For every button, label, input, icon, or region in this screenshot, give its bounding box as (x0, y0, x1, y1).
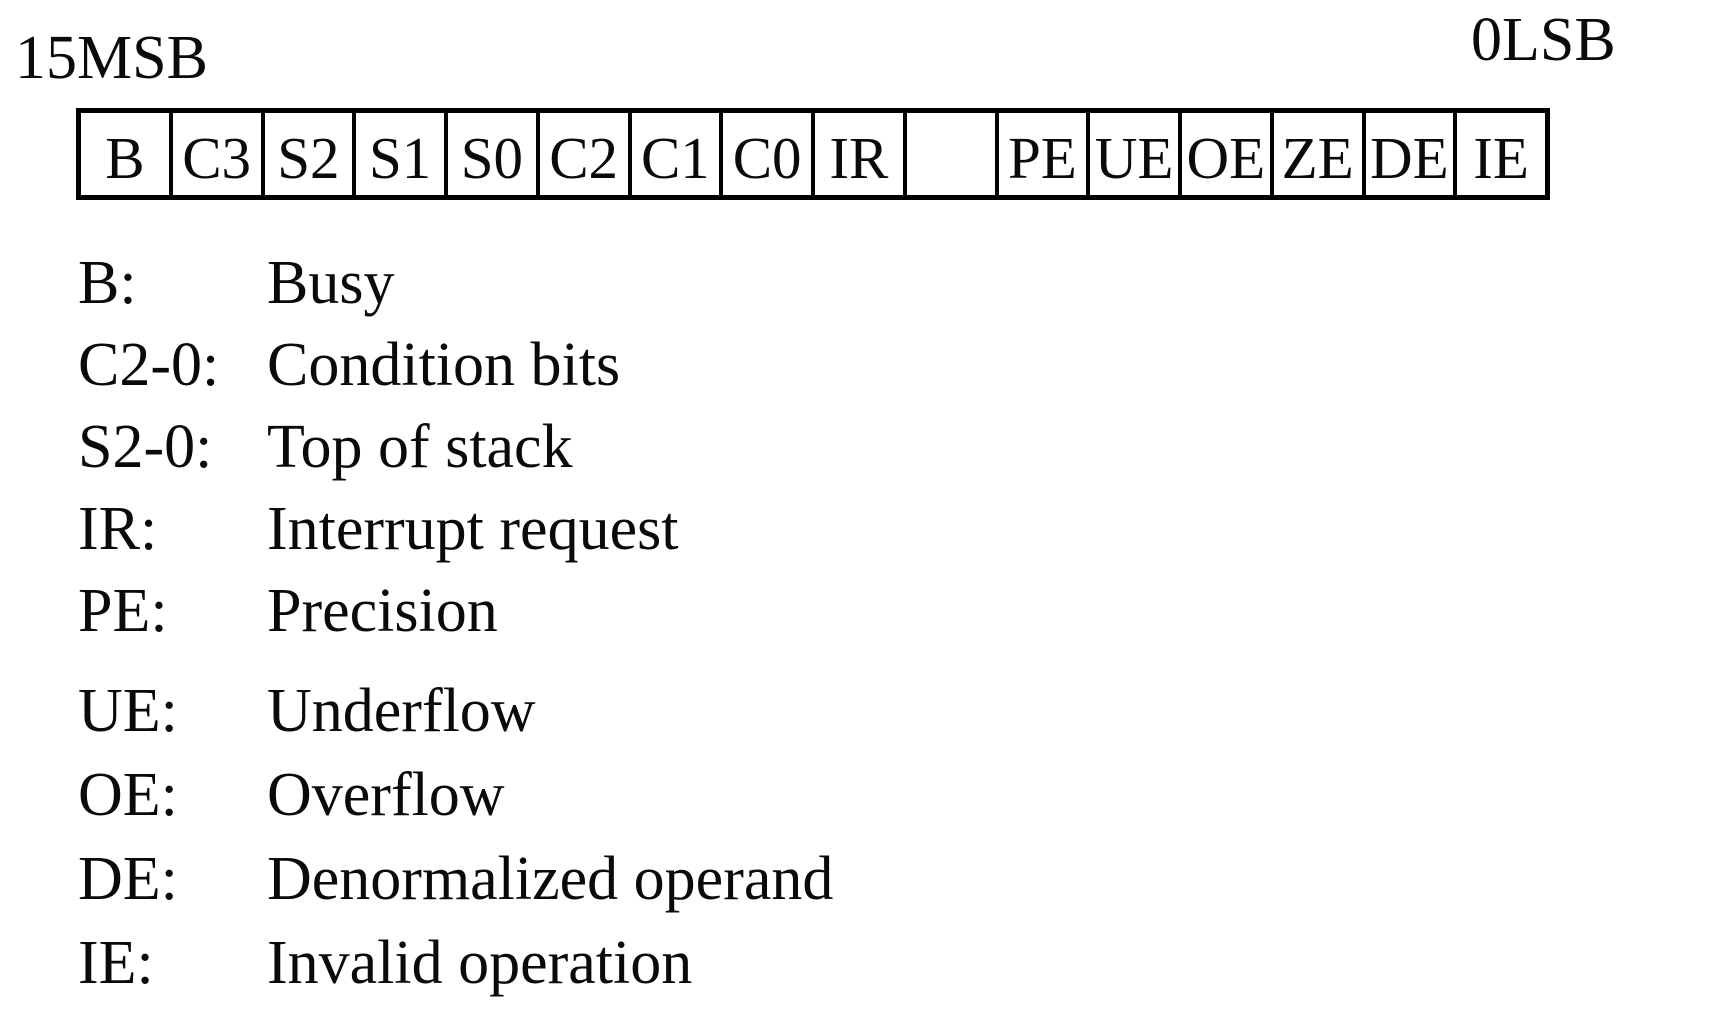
legend-label: IR: (78, 495, 158, 563)
legend-label: OE: (78, 761, 178, 829)
legend-row-de (78, 845, 834, 932)
msb-bit-label: 15MSB (15, 24, 208, 92)
legend-description: Precision (267, 577, 498, 645)
register-cell-c0: C0 (719, 113, 811, 195)
register-cell-ze: ZE (1270, 113, 1362, 195)
legend-group-1 (78, 249, 679, 662)
legend-row-s2-0 (78, 413, 678, 498)
register-cell-s2: S2 (261, 113, 353, 195)
legend-label: S2-0: (78, 413, 213, 481)
register-cell-c2: C2 (536, 113, 628, 195)
lsb-bit-label: 0LSB (1471, 6, 1616, 74)
register-cell-c3: C3 (169, 113, 261, 195)
register-cell-ie: IE (1453, 113, 1545, 195)
register-cell-ir: IR (811, 113, 903, 195)
legend-description: Condition bits (267, 331, 621, 399)
register-cell-ue: UE (1086, 113, 1178, 195)
legend-label: UE: (78, 677, 178, 745)
legend-label: B: (78, 249, 137, 317)
legend-row-b (78, 249, 678, 334)
legend-row-ir (78, 495, 679, 580)
legend-label: IE: (78, 929, 154, 997)
register-cell-pe: PE (995, 113, 1087, 195)
legend-label: DE: (78, 845, 178, 913)
legend-row-ie (78, 929, 833, 1016)
legend-description: Interrupt request (267, 495, 679, 563)
legend-description: Underflow (267, 677, 536, 745)
register-cell-de: DE (1362, 113, 1454, 195)
legend-group-2 (78, 677, 834, 1016)
register-cell-c1: C1 (628, 113, 720, 195)
register-cell-unused (903, 113, 995, 195)
legend-row-oe (78, 761, 833, 848)
legend-description: Busy (267, 249, 395, 317)
legend-description: Top of stack (267, 413, 573, 481)
legend-row-c2-0 (78, 331, 678, 416)
legend-row-ue (78, 677, 833, 764)
register-cell-b: B (105, 125, 145, 191)
status-register-bit-fields (76, 108, 1550, 200)
legend-label: C2-0: (78, 331, 220, 399)
register-cell-oe: OE (1178, 113, 1270, 195)
legend-description: Invalid operation (267, 929, 693, 997)
register-cell-s0: S0 (444, 113, 536, 195)
legend-row-pe (78, 577, 678, 662)
legend-label: PE: (78, 577, 168, 645)
legend-description: Denormalized operand (267, 845, 834, 913)
register-cell-s1: S1 (352, 113, 444, 195)
legend-description: Overflow (267, 761, 505, 829)
